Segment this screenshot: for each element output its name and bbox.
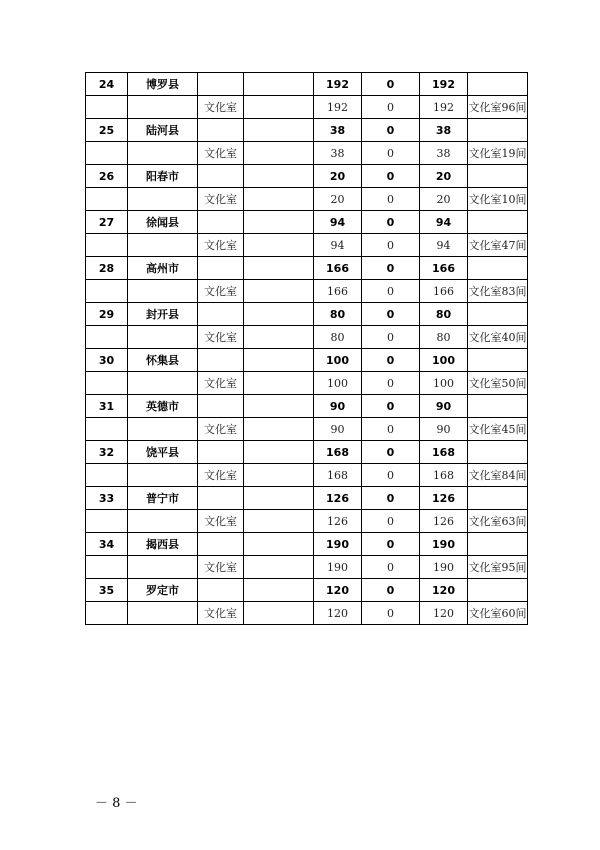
detail-total-value: 190 xyxy=(314,556,362,579)
detail-total-value: 192 xyxy=(314,96,362,119)
blank-cell xyxy=(244,441,314,464)
row-number-empty xyxy=(86,510,128,533)
total-value: 190 xyxy=(314,533,362,556)
sum-value: 90 xyxy=(420,395,468,418)
detail-mid-value: 0 xyxy=(362,188,420,211)
blank-cell xyxy=(244,395,314,418)
blank-cell xyxy=(244,303,314,326)
detail-row xyxy=(86,464,528,487)
row-number: 32 xyxy=(86,441,128,464)
blank-cell xyxy=(244,510,314,533)
total-value: 90 xyxy=(314,395,362,418)
note-text: 文化室95间 xyxy=(468,556,528,579)
sum-value: 20 xyxy=(420,165,468,188)
detail-sum-value: 94 xyxy=(420,234,468,257)
detail-sum-value: 190 xyxy=(420,556,468,579)
blank-cell xyxy=(244,280,314,303)
blank-cell xyxy=(244,96,314,119)
county-row xyxy=(86,119,528,142)
note-text: 文化室40间 xyxy=(468,326,528,349)
detail-mid-value: 0 xyxy=(362,510,420,533)
detail-total-value: 80 xyxy=(314,326,362,349)
blank-cell xyxy=(244,234,314,257)
total-value: 80 xyxy=(314,303,362,326)
note-text: 文化室63间 xyxy=(468,510,528,533)
county-row xyxy=(86,395,528,418)
total-value: 126 xyxy=(314,487,362,510)
county-name-empty xyxy=(128,418,198,441)
note-cell-empty xyxy=(468,165,528,188)
blank-cell xyxy=(244,349,314,372)
detail-mid-value: 0 xyxy=(362,142,420,165)
item-name: 文化室 xyxy=(198,326,244,349)
item-name: 文化室 xyxy=(198,418,244,441)
detail-mid-value: 0 xyxy=(362,372,420,395)
county-name: 高州市 xyxy=(128,257,198,280)
detail-row xyxy=(86,556,528,579)
detail-mid-value: 0 xyxy=(362,234,420,257)
row-number-empty xyxy=(86,96,128,119)
detail-sum-value: 126 xyxy=(420,510,468,533)
note-cell-empty xyxy=(468,487,528,510)
item-name: 文化室 xyxy=(198,602,244,625)
county-name-empty xyxy=(128,326,198,349)
row-number-empty xyxy=(86,602,128,625)
mid-value: 0 xyxy=(362,533,420,556)
sum-value: 190 xyxy=(420,533,468,556)
county-row xyxy=(86,165,528,188)
detail-sum-value: 20 xyxy=(420,188,468,211)
note-text: 文化室96间 xyxy=(468,96,528,119)
detail-row xyxy=(86,234,528,257)
county-row xyxy=(86,441,528,464)
detail-total-value: 120 xyxy=(314,602,362,625)
mid-value: 0 xyxy=(362,257,420,280)
total-value: 192 xyxy=(314,73,362,96)
note-text: 文化室45间 xyxy=(468,418,528,441)
blank-cell xyxy=(244,326,314,349)
mid-value: 0 xyxy=(362,211,420,234)
county-name-empty xyxy=(128,188,198,211)
total-value: 94 xyxy=(314,211,362,234)
row-number-empty xyxy=(86,188,128,211)
sum-value: 94 xyxy=(420,211,468,234)
row-number: 29 xyxy=(86,303,128,326)
mid-value: 0 xyxy=(362,487,420,510)
mid-value: 0 xyxy=(362,165,420,188)
detail-mid-value: 0 xyxy=(362,280,420,303)
detail-row xyxy=(86,372,528,395)
detail-row xyxy=(86,142,528,165)
detail-row xyxy=(86,418,528,441)
note-cell-empty xyxy=(468,395,528,418)
row-number-empty xyxy=(86,234,128,257)
county-name: 饶平县 xyxy=(128,441,198,464)
blank-cell xyxy=(244,119,314,142)
mid-value: 0 xyxy=(362,73,420,96)
sum-value: 126 xyxy=(420,487,468,510)
county-row xyxy=(86,579,528,602)
page-number: － 8 － xyxy=(95,796,138,811)
item-name: 文化室 xyxy=(198,556,244,579)
blank-cell xyxy=(244,533,314,556)
row-number: 31 xyxy=(86,395,128,418)
sum-value: 166 xyxy=(420,257,468,280)
detail-sum-value: 168 xyxy=(420,464,468,487)
detail-total-value: 126 xyxy=(314,510,362,533)
total-value: 166 xyxy=(314,257,362,280)
blank-cell xyxy=(244,211,314,234)
county-name: 封开县 xyxy=(128,303,198,326)
item-name: 文化室 xyxy=(198,96,244,119)
total-value: 20 xyxy=(314,165,362,188)
county-name: 罗定市 xyxy=(128,579,198,602)
sum-value: 168 xyxy=(420,441,468,464)
county-row xyxy=(86,487,528,510)
county-row xyxy=(86,349,528,372)
county-name-empty xyxy=(128,96,198,119)
item-cell-empty xyxy=(198,441,244,464)
county-name: 陆河县 xyxy=(128,119,198,142)
county-name: 怀集县 xyxy=(128,349,198,372)
blank-cell xyxy=(244,602,314,625)
county-row xyxy=(86,73,528,96)
row-number-empty xyxy=(86,556,128,579)
row-number: 26 xyxy=(86,165,128,188)
sum-value: 38 xyxy=(420,119,468,142)
county-name-empty xyxy=(128,510,198,533)
sum-value: 120 xyxy=(420,579,468,602)
total-value: 38 xyxy=(314,119,362,142)
item-cell-empty xyxy=(198,257,244,280)
county-name: 阳春市 xyxy=(128,165,198,188)
blank-cell xyxy=(244,464,314,487)
row-number-empty xyxy=(86,372,128,395)
note-text: 文化室47间 xyxy=(468,234,528,257)
item-cell-empty xyxy=(198,487,244,510)
blank-cell xyxy=(244,487,314,510)
detail-mid-value: 0 xyxy=(362,556,420,579)
item-name: 文化室 xyxy=(198,280,244,303)
county-name-empty xyxy=(128,556,198,579)
detail-row xyxy=(86,510,528,533)
county-row xyxy=(86,533,528,556)
county-name: 徐闻县 xyxy=(128,211,198,234)
item-cell-empty xyxy=(198,303,244,326)
county-name-empty xyxy=(128,372,198,395)
blank-cell xyxy=(244,142,314,165)
table-body xyxy=(86,73,528,625)
detail-row xyxy=(86,96,528,119)
detail-total-value: 20 xyxy=(314,188,362,211)
note-cell-empty xyxy=(468,119,528,142)
mid-value: 0 xyxy=(362,441,420,464)
item-name: 文化室 xyxy=(198,234,244,257)
item-name: 文化室 xyxy=(198,188,244,211)
row-number: 33 xyxy=(86,487,128,510)
row-number-empty xyxy=(86,142,128,165)
county-name-empty xyxy=(128,234,198,257)
sum-value: 192 xyxy=(420,73,468,96)
sum-value: 100 xyxy=(420,349,468,372)
note-cell-empty xyxy=(468,579,528,602)
county-name: 博罗县 xyxy=(128,73,198,96)
blank-cell xyxy=(244,372,314,395)
detail-mid-value: 0 xyxy=(362,96,420,119)
row-number: 27 xyxy=(86,211,128,234)
mid-value: 0 xyxy=(362,579,420,602)
detail-sum-value: 90 xyxy=(420,418,468,441)
county-name-empty xyxy=(128,280,198,303)
detail-sum-value: 192 xyxy=(420,96,468,119)
total-value: 120 xyxy=(314,579,362,602)
detail-sum-value: 100 xyxy=(420,372,468,395)
detail-row xyxy=(86,188,528,211)
blank-cell xyxy=(244,418,314,441)
county-name: 揭西县 xyxy=(128,533,198,556)
county-row xyxy=(86,211,528,234)
note-cell-empty xyxy=(468,257,528,280)
row-number: 30 xyxy=(86,349,128,372)
note-cell-empty xyxy=(468,303,528,326)
allocation-table xyxy=(85,72,528,625)
detail-total-value: 168 xyxy=(314,464,362,487)
note-cell-empty xyxy=(468,441,528,464)
row-number: 34 xyxy=(86,533,128,556)
detail-row xyxy=(86,280,528,303)
blank-cell xyxy=(244,257,314,280)
county-row xyxy=(86,303,528,326)
note-cell-empty xyxy=(468,211,528,234)
detail-total-value: 38 xyxy=(314,142,362,165)
row-number-empty xyxy=(86,418,128,441)
row-number-empty xyxy=(86,464,128,487)
detail-total-value: 100 xyxy=(314,372,362,395)
item-name: 文化室 xyxy=(198,142,244,165)
item-cell-empty xyxy=(198,349,244,372)
county-name: 普宁市 xyxy=(128,487,198,510)
detail-sum-value: 80 xyxy=(420,326,468,349)
detail-sum-value: 38 xyxy=(420,142,468,165)
note-text: 文化室19间 xyxy=(468,142,528,165)
detail-total-value: 94 xyxy=(314,234,362,257)
item-cell-empty xyxy=(198,165,244,188)
county-name-empty xyxy=(128,602,198,625)
item-name: 文化室 xyxy=(198,464,244,487)
item-cell-empty xyxy=(198,119,244,142)
note-text: 文化室84间 xyxy=(468,464,528,487)
sum-value: 80 xyxy=(420,303,468,326)
total-value: 168 xyxy=(314,441,362,464)
row-number: 24 xyxy=(86,73,128,96)
item-cell-empty xyxy=(198,395,244,418)
detail-sum-value: 166 xyxy=(420,280,468,303)
blank-cell xyxy=(244,73,314,96)
item-cell-empty xyxy=(198,579,244,602)
county-row xyxy=(86,257,528,280)
row-number: 28 xyxy=(86,257,128,280)
mid-value: 0 xyxy=(362,119,420,142)
row-number-empty xyxy=(86,280,128,303)
detail-total-value: 166 xyxy=(314,280,362,303)
detail-mid-value: 0 xyxy=(362,464,420,487)
item-cell-empty xyxy=(198,211,244,234)
detail-sum-value: 120 xyxy=(420,602,468,625)
item-name: 文化室 xyxy=(198,510,244,533)
county-name-empty xyxy=(128,142,198,165)
detail-row xyxy=(86,326,528,349)
note-text: 文化室60间 xyxy=(468,602,528,625)
note-text: 文化室83间 xyxy=(468,280,528,303)
detail-mid-value: 0 xyxy=(362,326,420,349)
row-number: 25 xyxy=(86,119,128,142)
row-number: 35 xyxy=(86,579,128,602)
item-cell-empty xyxy=(198,73,244,96)
county-name-empty xyxy=(128,464,198,487)
item-name: 文化室 xyxy=(198,372,244,395)
county-name: 英德市 xyxy=(128,395,198,418)
note-cell-empty xyxy=(468,533,528,556)
note-text: 文化室50间 xyxy=(468,372,528,395)
detail-mid-value: 0 xyxy=(362,418,420,441)
note-text: 文化室10间 xyxy=(468,188,528,211)
total-value: 100 xyxy=(314,349,362,372)
blank-cell xyxy=(244,165,314,188)
detail-row xyxy=(86,602,528,625)
mid-value: 0 xyxy=(362,303,420,326)
detail-mid-value: 0 xyxy=(362,602,420,625)
blank-cell xyxy=(244,579,314,602)
row-number-empty xyxy=(86,326,128,349)
item-cell-empty xyxy=(198,533,244,556)
note-cell-empty xyxy=(468,349,528,372)
mid-value: 0 xyxy=(362,395,420,418)
blank-cell xyxy=(244,556,314,579)
blank-cell xyxy=(244,188,314,211)
note-cell-empty xyxy=(468,73,528,96)
mid-value: 0 xyxy=(362,349,420,372)
detail-total-value: 90 xyxy=(314,418,362,441)
